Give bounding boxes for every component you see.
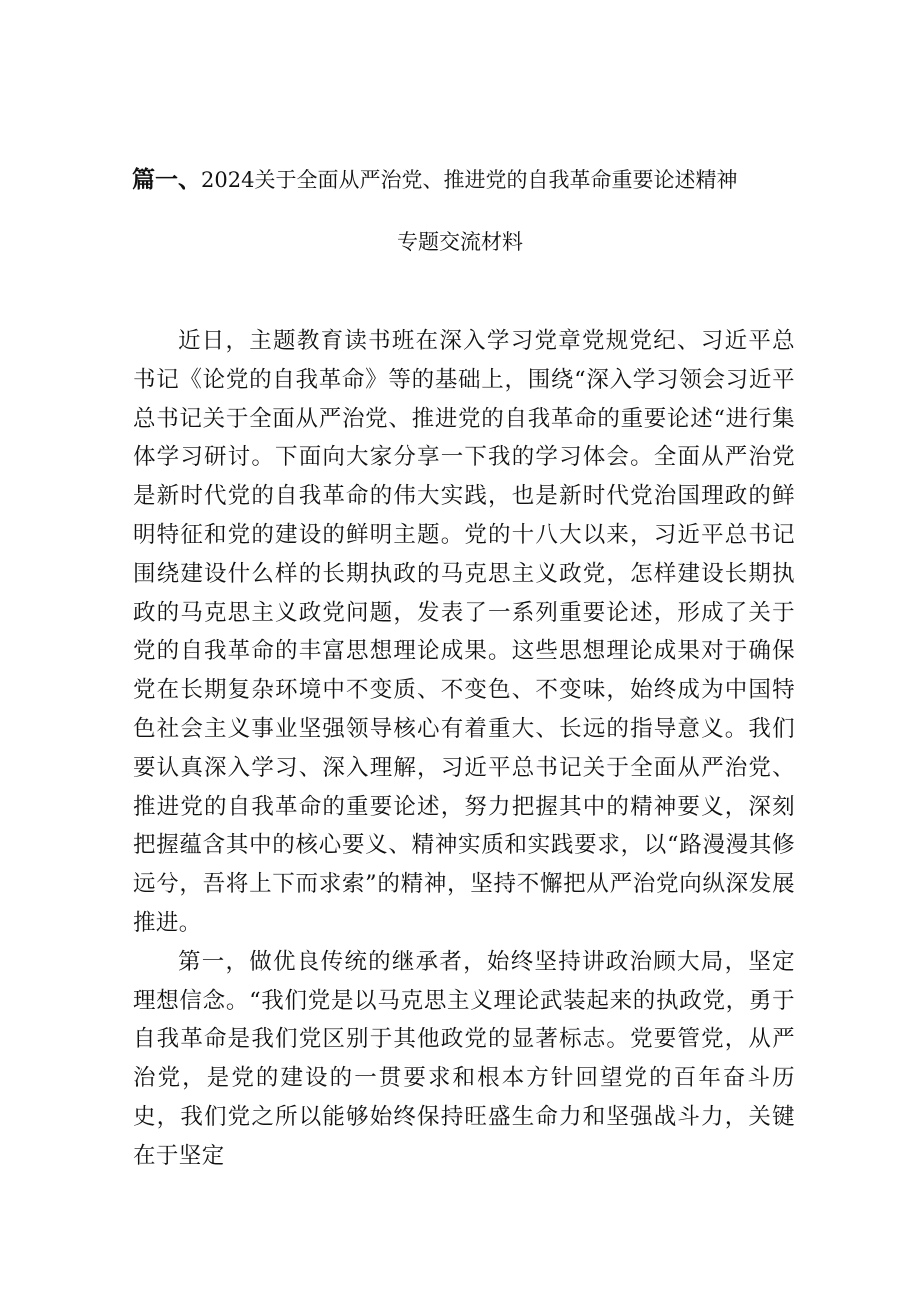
title-main: 2024关于全面从严治党、推进党的自我革命重要论述精神 bbox=[201, 168, 738, 192]
document-subtitle: 专题交流材料 bbox=[397, 230, 523, 254]
title-prefix: 篇一、 bbox=[132, 166, 201, 193]
document-body bbox=[133, 322, 795, 1176]
paragraph-first-point: 第一，做优良传统的继承者，始终坚持讲政治顾大局，坚定理想信念。“我们党是以马克思主义理论武装起来的执政党，勇于自我革命是我们党区别于其他政党的显著标志。党要管党，从严治党，是党的建设的一贯要求和根本方针回望党的百年奋斗历史，我们党之所以能够始终保持旺盛生命力和坚强战斗力，关键在于坚定 bbox=[133, 948, 795, 1169]
paragraph-intro: 近日，主题教育读书班在深入学习党章党规党纪、习近平总书记《论党的自我革命》等的基础上，围绕“深入学习领会习近平总书记关于全面从严治党、推进党的自我革命的重要论述“进行集体学习研讨。下面向大家分享一下我的学习体会。全面从严治党是新时代党的自我革命的伟大实践，也是新时代党治国理政的鲜明特征和党的建设的鲜明主题。党的十八大以来，习近平总书记围绕建设什么样的长期执政的马克思主义政党，怎样建设长期执政的马克思主义政党问题，发表了一系列重要论述，形成了关于党的自我革命的丰富思想理论成果。这些思想理论成果对于确保党在长期复杂环境中不变质、不变色、不变味，始终成为中国特色社会主义事业坚强领导核心有着重大、长远的指导意义。我们要认真深入学习、深入理解，习近平总书记关于全面从严治党、推进党的自我革命的重要论述，努力把握其中的精神要义，深刻把握蕴含其中的核心要义、精神实质和实践要求，以“路漫漫其修远兮，吾将上下而求索”的精神，坚持不懈把从严治党向纵深发展推进。 bbox=[133, 328, 795, 936]
document-title bbox=[132, 166, 737, 194]
